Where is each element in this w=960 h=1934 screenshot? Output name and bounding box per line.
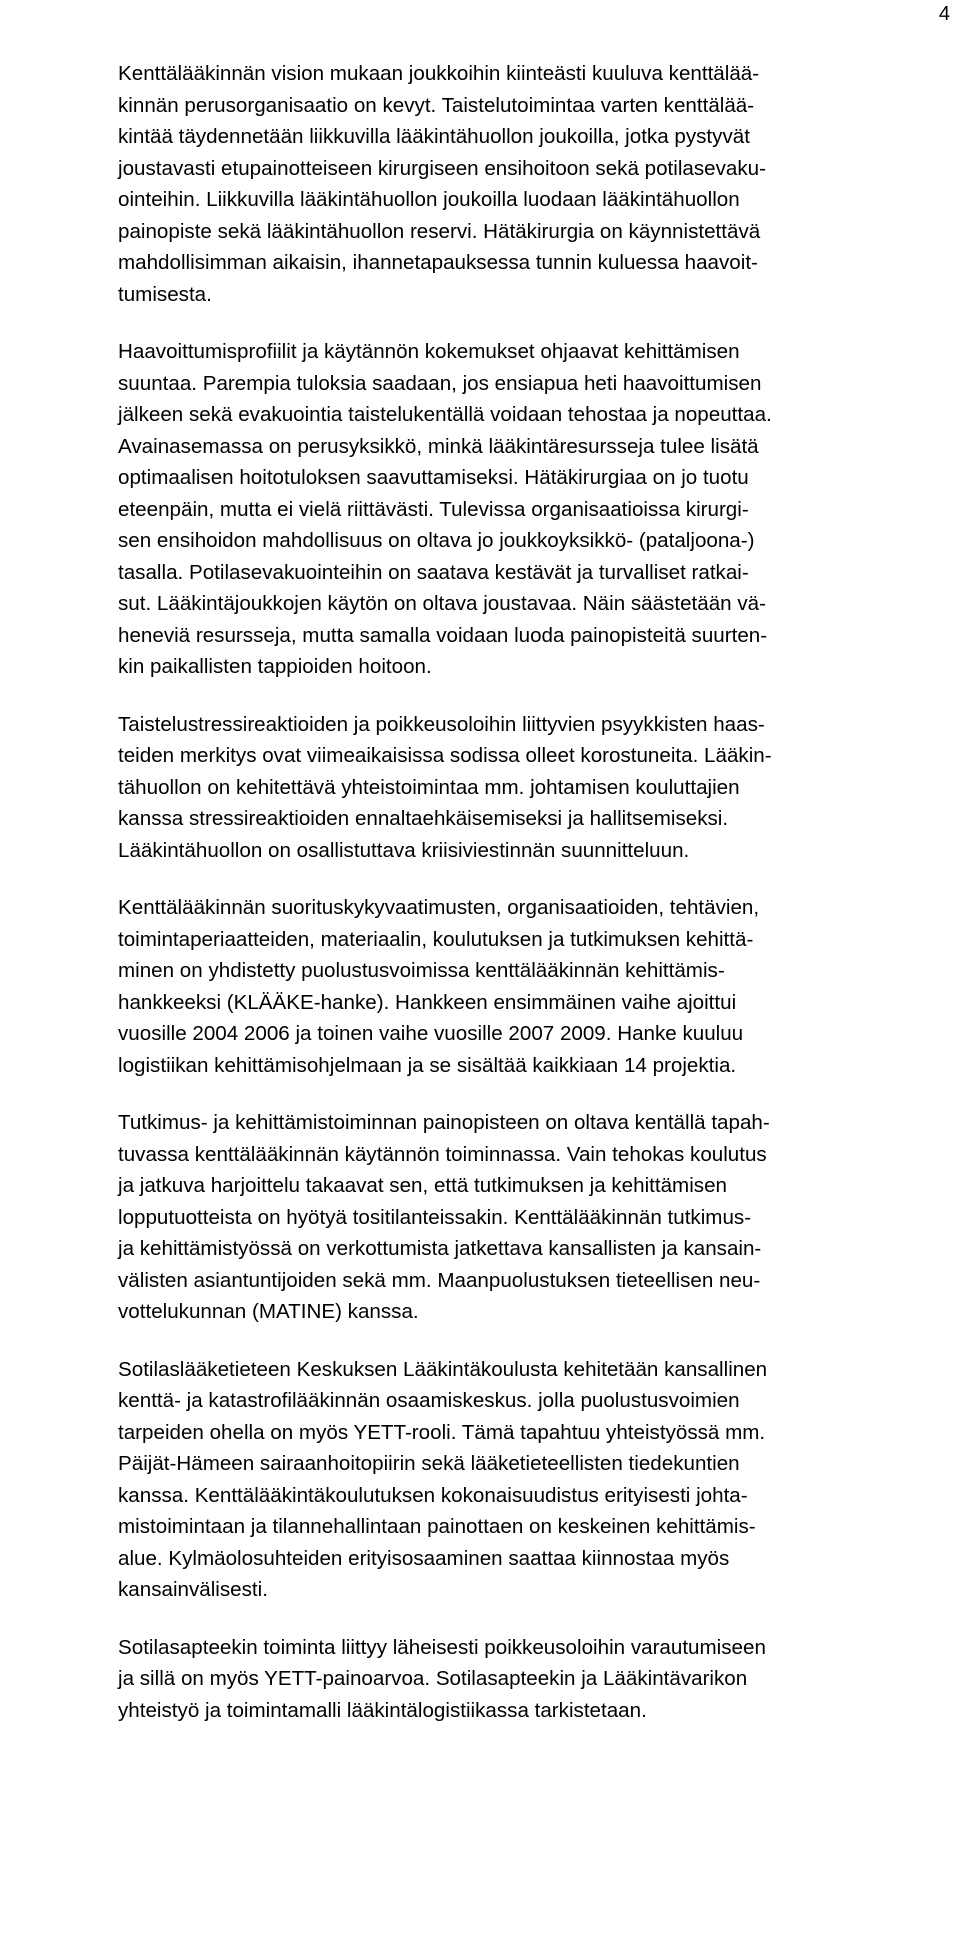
text-line: Taistelustressireaktioiden ja poikkeusoloihin liittyvien psyykkisten haas- xyxy=(118,712,765,736)
text-line: Päijät-Hämeen sairaanhoitopiirin sekä lääketieteellisten tiedekuntien xyxy=(118,1452,740,1475)
text-line: Haavoittumisprofiilit ja käytännön kokemukset ohjaavat kehittämisen xyxy=(118,340,740,363)
paragraph-1 xyxy=(118,58,908,310)
text-line: minen on yhdistetty puolustusvoimissa kenttälääkinnän kehittämis- xyxy=(118,959,725,982)
text-line: vottelukunnan (MATINE) kanssa. xyxy=(118,1300,419,1323)
text-line: kenttä- ja katastrofilääkinnän osaamiskeskus. jolla puolustusvoimien xyxy=(118,1389,740,1412)
text-line: mistoimintaan ja tilannehallintaan painottaen on keskeinen kehittämis- xyxy=(118,1515,756,1538)
text-line: kanssa. Kenttälääkintäkoulutuksen kokonaisuudistus erityisesti johta- xyxy=(118,1483,748,1507)
text-line: välisten asiantuntijoiden sekä mm. Maanpuolustuksen tieteellisen neu- xyxy=(118,1268,761,1292)
text-line: painopiste sekä lääkintähuollon reservi. Hätäkirurgia on käynnistettävä xyxy=(118,219,761,243)
text-line: Kenttälääkinnän vision mukaan joukkoihin kiinteästi kuuluva kenttälää- xyxy=(118,62,760,85)
paragraph-5 xyxy=(118,1107,908,1328)
paragraph-7 xyxy=(118,1632,908,1727)
page-number: 4 xyxy=(938,3,950,25)
paragraph-6 xyxy=(118,1354,908,1606)
text-line: heneviä resursseja, mutta samalla voidaan luoda painopisteitä suurten- xyxy=(118,623,768,647)
text-line: mahdollisimman aikaisin, ihannetapauksessa tunnin kuluessa haavoit- xyxy=(118,251,758,274)
text-line: kinnän perusorganisaatio on kevyt. Taistelutoimintaa varten kenttälää- xyxy=(118,93,755,117)
text-line: ja sillä on myös YETT-painoarvoa. Sotilasapteekin ja Lääkintävarikon xyxy=(118,1667,748,1690)
text-line: Avainasemassa on perusyksikkö, minkä lääkintäresursseja tulee lisätä xyxy=(118,434,759,458)
text-line: tasalla. Potilasevakuointeihin on saatava kestävät ja turvalliset ratkai- xyxy=(118,560,749,584)
text-line: optimaalisen hoitotuloksen saavuttamiseksi. Hätäkirurgiaa on jo tuotu xyxy=(118,466,749,489)
text-line: Sotilaslääketieteen Keskuksen Lääkintäkoulusta kehitetään kansallinen xyxy=(118,1357,768,1381)
text-line: Kenttälääkinnän suorituskykyvaatimusten, organisaatioiden, tehtävien, xyxy=(118,896,760,919)
text-line: toimintaperiaatteiden, materiaalin, koulutuksen ja tutkimuksen kehittä- xyxy=(118,927,754,951)
text-line: tähuollon on kehitettävä yhteistoimintaa mm. johtamisen kouluttajien xyxy=(118,775,740,799)
text-line: kanssa stressireaktioiden ennaltaehkäisemiseksi ja hallitsemiseksi. xyxy=(118,807,729,830)
text-line: lopputuotteista on hyötyä tositilanteissakin. Kenttälääkinnän tutkimus- xyxy=(118,1205,752,1229)
text-line: jälkeen sekä evakuointia taistelukentällä voidaan tehostaa ja nopeuttaa. xyxy=(118,403,772,426)
text-line: Sotilasapteekin toiminta liittyy läheisesti poikkeusoloihin varautumiseen xyxy=(118,1635,766,1659)
text-line: suuntaa. Parempia tuloksia saadaan, jos ensiapua heti haavoittumisen xyxy=(118,371,762,395)
text-line: eteenpäin, mutta ei vielä riittävästi. Tulevissa organisaatioissa kirurgi- xyxy=(118,497,749,521)
text-line: joustavasti etupainotteiseen kirurgiseen ensihoitoon sekä potilasevaku- xyxy=(118,156,766,180)
text-line: kansainvälisesti. xyxy=(118,1578,268,1601)
text-line: kin paikallisten tappioiden hoitoon. xyxy=(118,655,432,678)
text-line: Lääkintähuollon on osallistuttava kriisiviestinnän suunnitteluun. xyxy=(118,838,690,862)
text-line: Tutkimus- ja kehittämistoiminnan painopisteen on oltava kentällä tapah- xyxy=(118,1111,770,1134)
paragraph-4 xyxy=(118,892,908,1081)
document-body xyxy=(118,58,908,1752)
text-line: tarpeiden ohella on myös YETT-rooli. Tämä tapahtuu yhteistyössä mm. xyxy=(118,1420,766,1444)
text-line: sut. Lääkintäjoukkojen käytön on oltava joustavaa. Näin säästetään vä- xyxy=(118,592,766,615)
paragraph-3 xyxy=(118,709,908,867)
text-line: tuvassa kenttälääkinnän käytännön toiminnassa. Vain tehokas koulutus xyxy=(118,1142,767,1166)
text-line: kintää täydennetään liikkuvilla lääkintähuollon joukoilla, jotka pystyvät xyxy=(118,125,750,148)
text-line: ja jatkuva harjoittelu takaavat sen, että tutkimuksen ja kehittämisen xyxy=(118,1174,727,1197)
text-line: ointeihin. Liikkuvilla lääkintähuollon joukoilla luodaan lääkintähuollon xyxy=(118,188,740,211)
text-line: logistiikan kehittämisohjelmaan ja se sisältää kaikkiaan 14 projektia. xyxy=(118,1053,737,1077)
text-line: hankkeeksi (KLÄÄKE-hanke). Hankkeen ensimmäinen vaihe ajoittui xyxy=(118,990,737,1014)
text-line: sen ensihoidon mahdollisuus on oltava jo joukkoyksikkö- (pataljoona-) xyxy=(118,529,755,552)
text-line: teiden merkitys ovat viimeaikaisissa sodissa olleet korostuneita. Lääkin- xyxy=(118,744,772,767)
text-line: tumisesta. xyxy=(118,282,212,306)
text-line: yhteistyö ja toimintamalli lääkintälogistiikassa tarkistetaan. xyxy=(118,1698,647,1722)
text-line: ja kehittämistyössä on verkottumista jatkettava kansallisten ja kansain- xyxy=(118,1237,762,1260)
text-line: vuosille 2004 2006 ja toinen vaihe vuosille 2007 2009. Hanke kuuluu xyxy=(118,1022,744,1045)
text-line: alue. Kylmäolosuhteiden erityisosaaminen saattaa kiinnostaa myös xyxy=(118,1546,730,1570)
paragraph-2 xyxy=(118,336,908,683)
